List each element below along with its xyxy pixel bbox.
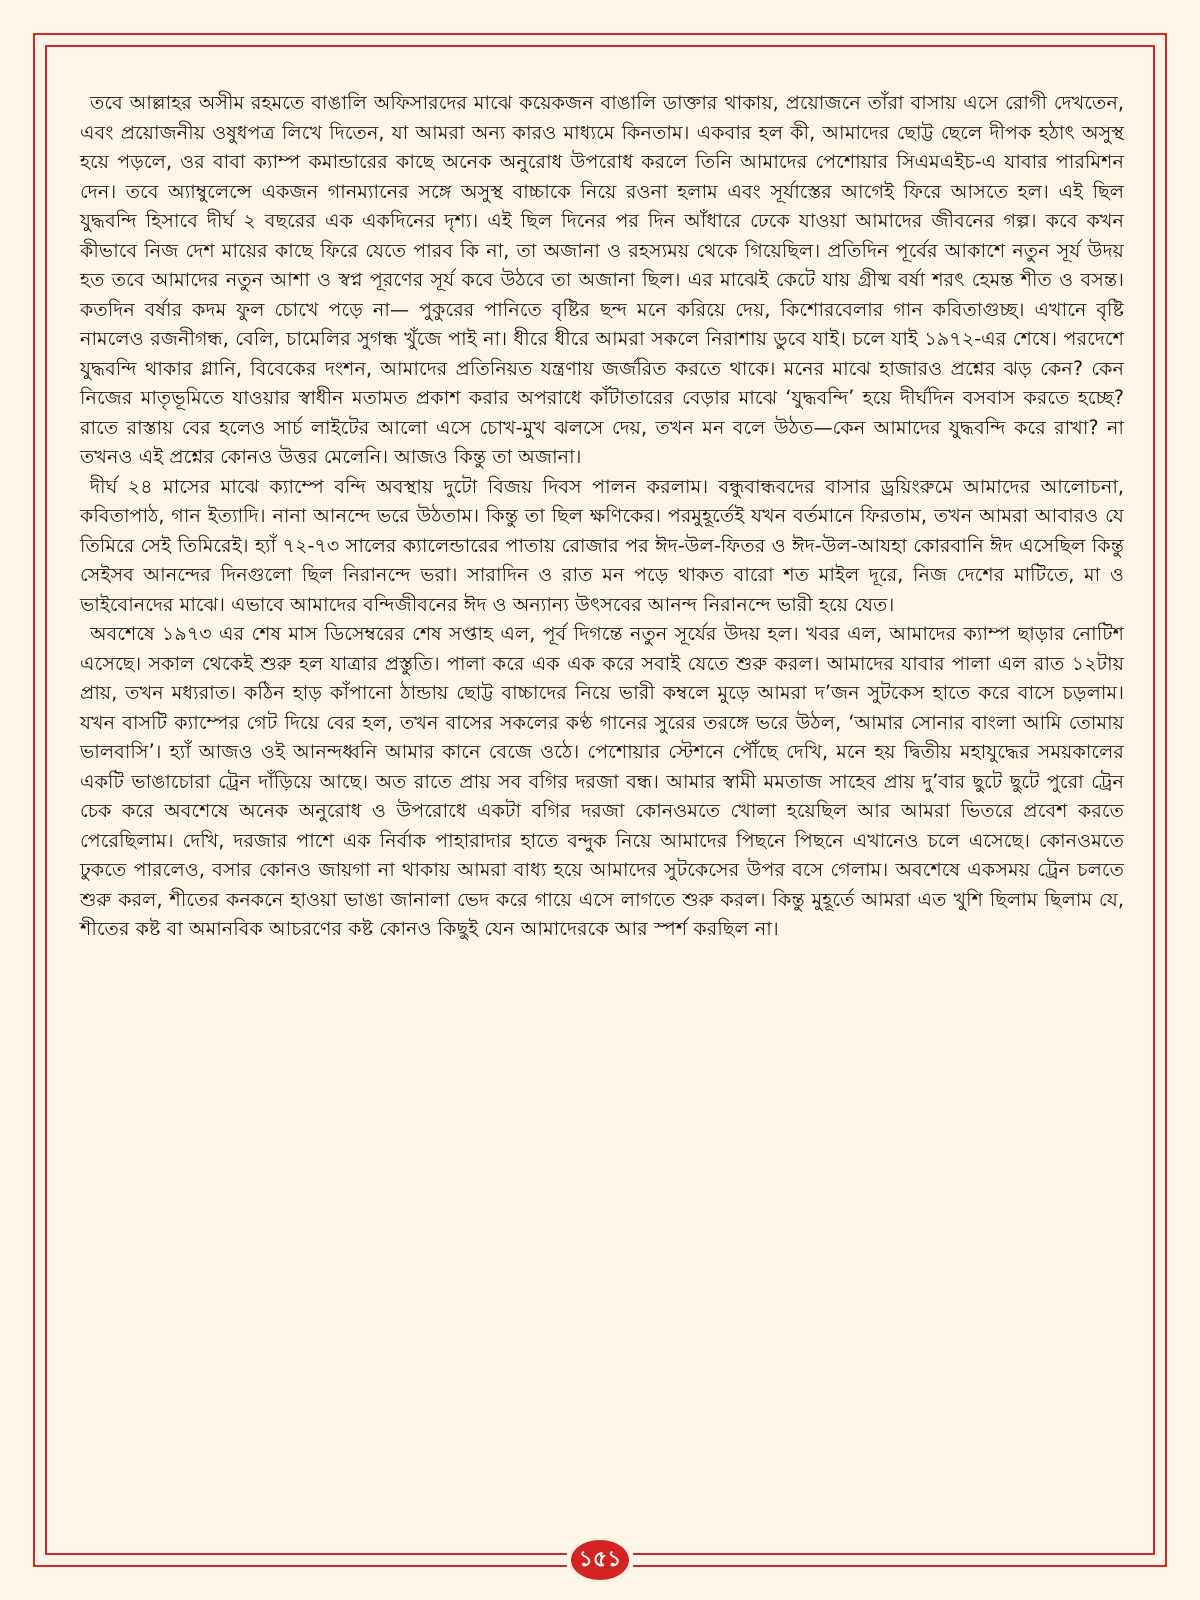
body-text [80, 88, 1124, 944]
paragraph-3: অবশেষে ১৯৭৩ এর শেষ মাস ডিসেম্বরের শেষ সপ্তাহ এল, পূর্ব দিগন্তে নতুন সূর্যের উদয় হল। খবর এল, আমাদের ক্যাম্প ছাড়ার নোটিশ এসেছে। সকাল থেকেই শুরু হল যাত্রার প্রস্তুতি। পালা করে এক এক করে সবাই যেতে শুরু করল। আমাদের যাবার পালা এল রাত ১২টায় প্রায়, তখন মধ্যরাত। কঠিন হাড় কাঁপানো ঠান্ডায় ছোট্ট বাচ্চাদের নিয়ে ভারী কম্বলে মুড়ে আমরা দ’জন সুটকেস হাতে করে বাসে চড়লাম। যখন বাসটি ক্যাম্পের গেট দিয়ে বের হল, তখন বাসের সকলের কণ্ঠ গানের সুরের তরঙ্গে ভরে উঠল, ‘আমার সোনার বাংলা আমি তোমায় ভালবাসি’। হ্যাঁ আজও ওই আনন্দধ্বনি আমার কানে বেজে ওঠে। পেশোয়ার স্টেশনে পৌঁছে দেখি, মনে হয় দ্বিতীয় মহাযুদ্ধের সময়কালের একটি ভাঙাচোরা ট্রেন দাঁড়িয়ে আছে। অত রাতে প্রায় সব বগির দরজা বন্ধ। আমার স্বামী মমতাজ সাহেব প্রায় দু’বার ছুটে ছুটে পুরো ট্রেন চেক করে অবশেষে অনেক অনুরোধ ও উপরোধে একটা বগির দরজা কোনওমতে খোলা হয়েছিল আর আমরা ভিতরে প্রবেশ করতে পেরেছিলাম। দেখি, দরজার পাশে এক নির্বাক পাহারাদার হাতে বন্দুক নিয়ে আমাদের পিছনে পিছনে এখানেও চলে এসেছে। কোনওমতে ঢুকতে পারলেও, বসার কোনও জায়গা না থাকায় আমরা বাধ্য হয়ে আমাদের সুটকেসের উপর বসে গেলাম। অবশেষে একসময় ট্রেন চলতে শুরু করল, শীতের কনকনে হাওয়া ভাঙা জানালা ভেদ করে গায়ে এসে লাগতে শুরু করল। কিন্তু মুহূর্তে আমরা এত খুশি ছিলাম ছিলাম যে, শীতের কষ্ট বা অমানবিক আচরণের কষ্ট কোনও কিছুই যেন আমাদেরকে আর স্পর্শ করছিল না। [80, 622, 1124, 940]
paragraph-2: দীর্ঘ ২৪ মাসের মাঝে ক্যাম্পে বন্দি অবস্থায় দুটো বিজয় দিবস পালন করলাম। বন্ধুবান্ধবদের বাসার ড্রয়িংরুমে আমাদের আলোচনা, কবিতাপাঠ, গান ইত্যাদি। নানা আনন্দে ভরে উঠতাম। কিন্তু তা ছিল ক্ষণিকের। পরমুহূর্তেই যখন বর্তমানে ফিরতাম, তখন আমরা আবারও যে তিমিরে সেই তিমিরেই। হ্যাঁ ৭২-৭৩ সালের ক্যালেন্ডারের পাতায় রোজার পর ঈদ-উল-ফিতর ও ঈদ-উল-আযহা কোরবানি ঈদ এসেছিল কিন্তু সেইসব আনন্দের দিনগুলো ছিল নিরানন্দে ভরা। সারাদিন ও রাত মন পড়ে থাকত বারো শত মাইল দূরে, নিজ দেশের মাটিতে, মা ও ভাইবোনদের মাঝে। এভাবে আমাদের বন্দিজীবনের ঈদ ও অন্যান্য উৎসবের আনন্দ নিরানন্দে ভারী হয়ে যেত। [80, 474, 1124, 616]
paragraph-1: তবে আল্লাহর অসীম রহমতে বাঙালি অফিসারদের মাঝে কয়েকজন বাঙালি ডাক্তার থাকায়, প্রয়োজনে তাঁরা বাসায় এসে রোগী দেখতেন, এবং প্রয়োজনীয় ওষুধপত্র লিখে দিতেন, যা আমরা অন্য কারও মাধ্যমে কিনতাম। একবার হল কী, আমাদের ছোট্ট ছেলে দীপক হঠাৎ অসুস্থ হয়ে পড়লে, ওর বাবা ক্যাম্প কমান্ডারের কাছে অনেক অনুরোধ উপরোধ করলে তিনি আমাদের পেশোয়ার সিএমএইচ-এ যাবার পারমিশন দেন। তবে অ্যাম্বুলেন্সে একজন গানম্যানের সঙ্গে অসুস্থ বাচ্চাকে নিয়ে রওনা হলাম এবং সূর্যাস্তের আগেই ফিরে আসতে হল। এই ছিল যুদ্ধবন্দি হিসাবে দীর্ঘ ২ বছরের এক একদিনের দৃশ্য। এই ছিল দিনের পর দিন আঁধারে ঢেকে যাওয়া আমাদের জীবনের গল্প। কবে কখন কীভাবে নিজ দেশ মায়ের কাছে ফিরে যেতে পারব কি না, তা অজানা ও রহস্যময় থেকে গিয়েছিল। প্রতিদিন পূর্বের আকাশে নতুন সূর্য উদয় হত তবে আমাদের নতুন আশা ও স্বপ্ন পূরণের সূর্য কবে উঠবে তা অজানা ছিল। এর মাঝেই কেটে যায় গ্রীষ্ম বর্ষা শরৎ হেমন্ত শীত ও বসন্ত। কতদিন বর্ষার কদম ফুল চোখে পড়ে না— পুকুরের পানিতে বৃষ্টির ছন্দ মনে করিয়ে দেয়, কিশোরবেলার গান কবিতাগুচ্ছ। এখানে বৃষ্টি নামলেও রজনীগন্ধ, বেলি, চামেলির সুগন্ধ খুঁজে পাই না। ধীরে ধীরে আমরা সকলে নিরাশায় ডুবে যাই। চলে যাই ১৯৭২-এর শেষে। পরদেশে যুদ্ধবন্দি থাকার গ্লানি, বিবেকের দংশন, আমাদের প্রতিনিয়ত যন্ত্রণায় জর্জরিত করতে থাকে। মনের মাঝে হাজারও প্রশ্নের ঝড় কেন? কেন নিজের মাতৃভূমিতে যাওয়ার স্বাধীন মতামত প্রকাশ করার অপরাধে কাঁটাতারের বেড়ার মাঝে ‘যুদ্ধবন্দি’ হয়ে দীর্ঘদিন বসবাস করতে হচ্ছে? রাতে রাস্তায় বের হলেও সার্চ লাইটের আলো এসে চোখ-মুখ ঝলসে দেয়, তখন মন বলে উঠত—কেন আমাদের যুদ্ধবন্দি করে রাখা? না তখনও এই প্রশ্নের কোনও উত্তর মেলেনি। আজও কিন্তু তা অজানা। [80, 91, 1124, 468]
page-number-badge: ১৫১ [571, 1540, 629, 1580]
